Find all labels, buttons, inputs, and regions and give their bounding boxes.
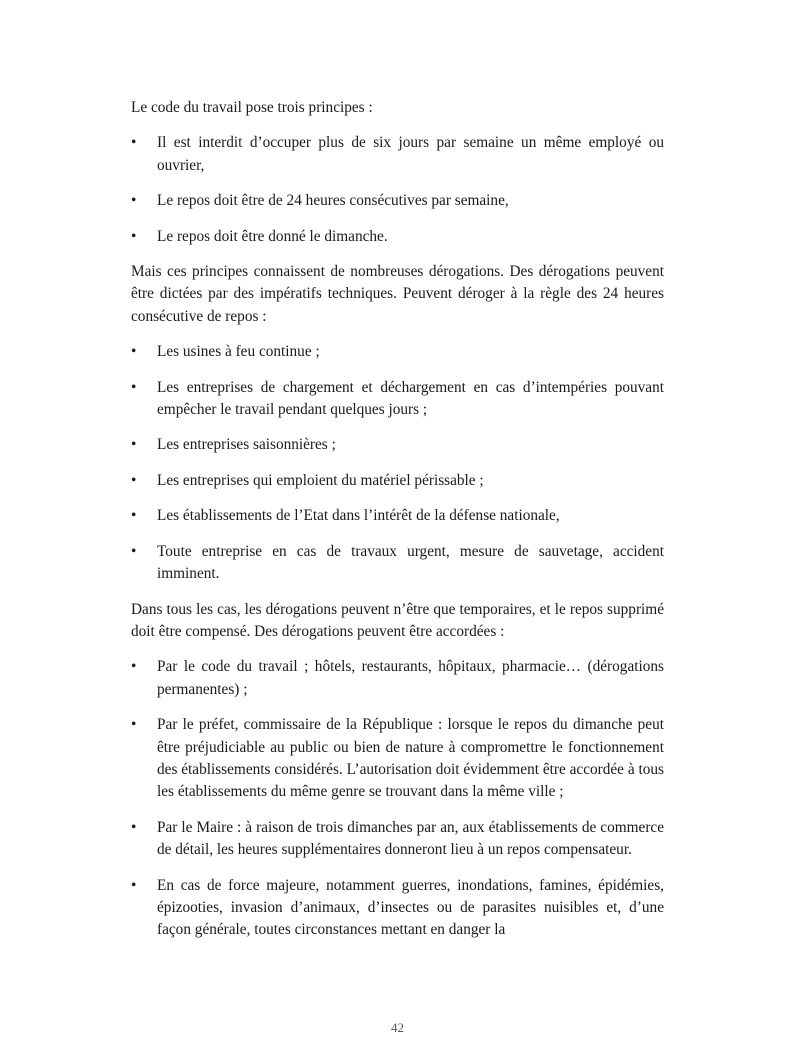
list-item [131,505,664,527]
bullet-icon: • [131,658,137,676]
list-item-text: Par le préfet, commissaire de la République : lorsque le repos du dimanche peut être préjudiciable au public ou bien de nature à compromettre le fonctionnement des établissements considérés. L’autorisation doit évidemment être accordée à tous les établissements du même genre se trouvant dans la même ville ; [157,716,664,801]
bullet-icon: • [131,876,137,894]
list-item [131,875,664,942]
principles-list [131,132,664,248]
document-page [131,97,664,955]
temporary-paragraph: Dans tous les cas, les dérogations peuvent n’être que temporaires, et le repos supprimé doit être compensé. Des dérogations peuvent être accordées : [131,600,664,640]
bullet-icon: • [131,192,137,210]
list-item-text: Toute entreprise en cas de travaux urgent, mesure de sauvetage, accident imminent. [157,542,664,583]
bullet-icon: • [131,227,137,245]
list-item [131,226,664,248]
list-item-text: En cas de force majeure, notamment guerres, inondations, famines, épidémies, épizooties, invasion d’animaux, d’insectes ou de parasites nuisibles et, d’une façon générale, toutes circonstances mettant en danger la [157,876,664,939]
list-item [131,132,664,177]
bullet-icon: • [131,436,137,454]
bullet-icon: • [131,343,137,361]
intro-paragraph: Le code du travail pose trois principes : [131,99,373,116]
bullet-icon: • [131,507,137,525]
technical-derogations-list [131,341,664,585]
bullet-icon: • [131,818,137,836]
derogations-intro-paragraph: Mais ces principes connaissent de nombreuses dérogations. Des dérogations peuvent être dictées par des impératifs techniques. Peuvent déroger à la règle des 24 heures consécutive de repos : [131,263,664,325]
list-item-text: Par le Maire : à raison de trois dimanches par an, aux établissements de commerce de détail, les heures supplémentaires donneront lieu à un repos compensateur. [157,818,664,859]
bullet-icon: • [131,471,137,489]
bullet-icon: • [131,542,137,560]
list-item [131,817,664,862]
list-item [131,714,664,804]
list-item-text: Il est interdit d’occuper plus de six jours par semaine un même employé ou ouvrier, [157,134,664,174]
list-item-text: Par le code du travail ; hôtels, restaurants, hôpitaux, pharmacie… (dérogations permanentes) ; [157,658,664,698]
list-item-text: Les entreprises de chargement et déchargement en cas d’intempéries pouvant empêcher le travail pendant quelques jours ; [157,378,664,419]
list-item-text: Le repos doit être donné le dimanche. [157,227,388,245]
list-item [131,434,664,456]
list-item [131,470,664,492]
bullet-icon: • [131,134,137,152]
list-item [131,541,664,586]
page-number: 42 [391,1020,404,1035]
list-item-text: Les entreprises qui emploient du matériel périssable ; [157,471,484,489]
bullet-icon: • [131,716,137,734]
list-item [131,377,664,422]
list-item-text: Les usines à feu continue ; [157,343,320,361]
list-item [131,190,664,212]
list-item-text: Le repos doit être de 24 heures consécutives par semaine, [157,192,509,210]
bullet-icon: • [131,378,137,396]
granted-by-list [131,656,664,941]
list-item [131,656,664,701]
list-item [131,341,664,363]
list-item-text: Les établissements de l’Etat dans l’intérêt de la défense nationale, [157,507,560,525]
list-item-text: Les entreprises saisonnières ; [157,436,336,454]
